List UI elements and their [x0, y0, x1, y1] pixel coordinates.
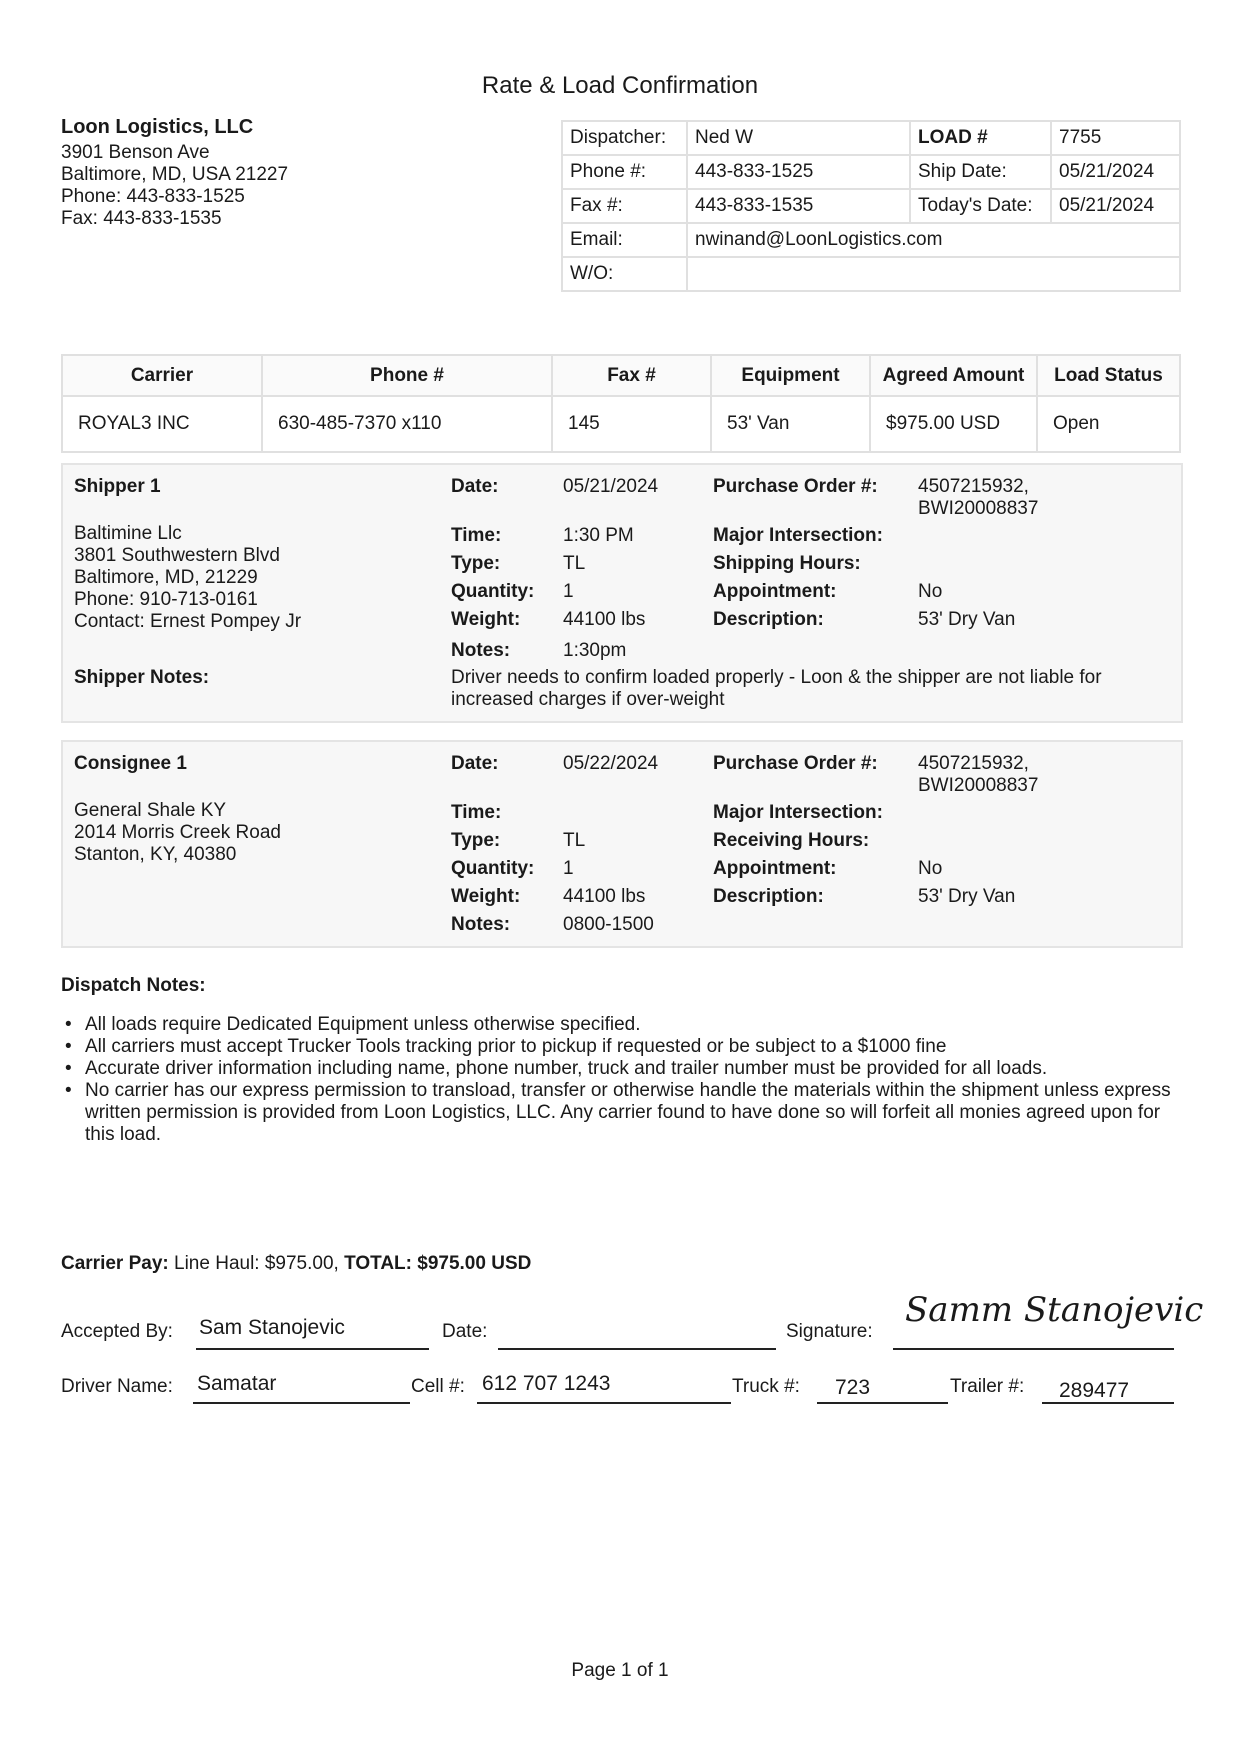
cell-value: 612 707 1243	[482, 1372, 611, 1395]
signature-label: Signature:	[786, 1321, 873, 1342]
shipper-notes-label: Shipper Notes:	[74, 667, 210, 688]
shipper-quantity-label: Quantity:	[451, 581, 535, 602]
consignee-line: Stanton, KY, 40380	[74, 844, 237, 865]
consignee-heading: Consignee 1	[74, 753, 187, 774]
load-status-cell: Open	[1037, 396, 1180, 452]
carrier-table	[61, 354, 1181, 453]
dispatcher-value: Ned W	[687, 121, 910, 155]
company-address-line2: Baltimore, MD, USA 21227	[61, 164, 289, 185]
carrier-phone-cell: 630-485-7370 x110	[262, 396, 552, 452]
shipper-quantity-value: 1	[563, 581, 574, 602]
cell-label: Cell #:	[411, 1376, 465, 1397]
driver-name-line[interactable]	[193, 1402, 410, 1404]
consignee-quantity-label: Quantity:	[451, 858, 535, 879]
shipper-line: Phone: 910-713-0161	[74, 589, 258, 610]
consignee-description-label: Description:	[713, 886, 824, 907]
dispatch-phone-value: 443-833-1525	[687, 155, 910, 189]
agreed-amount-cell: $975.00 USD	[870, 396, 1037, 452]
load-number-value: 7755	[1051, 121, 1180, 155]
consignee-type-value: TL	[563, 830, 586, 851]
ship-date-label: Ship Date:	[910, 155, 1051, 189]
shipper-major-intersection-label: Major Intersection:	[713, 525, 883, 546]
consignee-notes-value: 0800-1500	[563, 914, 654, 935]
consignee-po-label: Purchase Order #:	[713, 753, 878, 774]
carrier-phone-header: Phone #	[262, 355, 552, 396]
truck-line[interactable]	[817, 1402, 948, 1404]
carrier-pay-line	[61, 1253, 531, 1275]
list-item: • No carrier has our express permission to transload, transfer or otherwise handle the materials within the shipment unless express written permission is provided from Loon Logistics, LLC. Any carrier found to have done so will forfeit all monies agreed upon for this load.	[61, 1080, 1171, 1146]
accepted-by-label: Accepted By:	[61, 1321, 173, 1342]
consignee-weight-value: 44100 lbs	[563, 886, 646, 907]
consignee-po-value-2: BWI20008837	[918, 775, 1039, 796]
shipper-po-value-1: 4507215932,	[918, 476, 1029, 497]
consignee-time-label: Time:	[451, 802, 502, 823]
dispatch-email-value[interactable]: nwinand@LoonLogistics.com	[687, 223, 1180, 257]
shipper-line: 3801 Southwestern Blvd	[74, 545, 280, 566]
consignee-section	[61, 740, 1183, 948]
dispatch-fax-value: 443-833-1535	[687, 189, 910, 223]
signature-line[interactable]	[893, 1348, 1174, 1350]
table-row	[62, 396, 1180, 452]
shipper-date-label: Date:	[451, 476, 499, 497]
carrier-name-cell: ROYAL3 INC	[62, 396, 262, 452]
consignee-notes-label: Notes:	[451, 914, 511, 935]
shipper-notes-field-label: Notes:	[451, 640, 511, 661]
list-item: • Accurate driver information including name, phone number, truck and trailer number must be provided for all loads.	[61, 1058, 1171, 1080]
total-value: TOTAL: $975.00 USD	[344, 1253, 532, 1274]
dispatch-info-table	[561, 120, 1181, 292]
shipper-line: Baltimine Llc	[74, 523, 182, 544]
truck-label: Truck #:	[732, 1376, 800, 1397]
dispatcher-label: Dispatcher:	[562, 121, 687, 155]
shipping-hours-label: Shipping Hours:	[713, 553, 861, 574]
driver-name-label: Driver Name:	[61, 1376, 173, 1397]
equipment-cell: 53' Van	[711, 396, 870, 452]
carrier-fax-cell: 145	[552, 396, 711, 452]
dispatch-phone-label: Phone #:	[562, 155, 687, 189]
shipper-time-value: 1:30 PM	[563, 525, 634, 546]
shipper-appointment-label: Appointment:	[713, 581, 837, 602]
shipper-notes-line1: Driver needs to confirm loaded properly - Loon & the shipper are not liable for	[451, 667, 1102, 688]
page-number: Page 1 of 1	[571, 1660, 669, 1681]
shipper-heading: Shipper 1	[74, 476, 161, 497]
company-fax: Fax: 443-833-1535	[61, 208, 222, 229]
line-haul-value: Line Haul: $975.00,	[174, 1253, 339, 1274]
consignee-date-label: Date:	[451, 753, 499, 774]
shipper-line: Baltimore, MD, 21229	[74, 567, 258, 588]
consignee-date-value: 05/22/2024	[563, 753, 659, 774]
carrier-header: Carrier	[62, 355, 262, 396]
trailer-value: 289477	[1059, 1379, 1130, 1402]
consignee-type-label: Type:	[451, 830, 501, 851]
document-title: Rate & Load Confirmation	[481, 72, 759, 99]
load-number-label: LOAD #	[910, 121, 1051, 155]
dispatch-fax-label: Fax #:	[562, 189, 687, 223]
carrier-pay-label: Carrier Pay:	[61, 1253, 169, 1274]
shipper-time-label: Time:	[451, 525, 502, 546]
todays-date-label: Today's Date:	[910, 189, 1051, 223]
shipper-address	[74, 523, 301, 633]
shipper-section	[61, 463, 1183, 723]
consignee-appointment-value: No	[918, 858, 943, 879]
signature-value: Samm Stanojevic	[905, 1290, 1204, 1330]
work-order-value	[687, 257, 1180, 291]
shipper-line: Contact: Ernest Pompey Jr	[74, 611, 302, 632]
cell-line[interactable]	[477, 1402, 731, 1404]
receiving-hours-label: Receiving Hours:	[713, 830, 870, 851]
dispatch-notes-title: Dispatch Notes:	[61, 975, 206, 996]
consignee-quantity-value: 1	[563, 858, 574, 879]
consignee-weight-label: Weight:	[451, 886, 521, 907]
dispatch-email-label: Email:	[562, 223, 687, 257]
agreed-amount-header: Agreed Amount	[870, 355, 1037, 396]
shipper-po-label: Purchase Order #:	[713, 476, 878, 497]
company-phone: Phone: 443-833-1525	[61, 186, 245, 207]
consignee-address	[74, 800, 281, 866]
consignee-appointment-label: Appointment:	[713, 858, 837, 879]
truck-value: 723	[835, 1376, 871, 1399]
consignee-po-value-1: 4507215932,	[918, 753, 1029, 774]
shipper-weight-label: Weight:	[451, 609, 521, 630]
consignee-line: General Shale KY	[74, 800, 227, 821]
list-item: • All loads require Dedicated Equipment unless otherwise specified.	[61, 1014, 1171, 1036]
shipper-description-label: Description:	[713, 609, 824, 630]
list-item: • All carriers must accept Trucker Tools tracking prior to pickup if requested or be subject to a $1000 fine	[61, 1036, 1171, 1058]
shipper-po-value-2: BWI20008837	[918, 498, 1039, 519]
consignee-major-intersection-label: Major Intersection:	[713, 802, 883, 823]
load-status-header: Load Status	[1037, 355, 1180, 396]
accepted-by-line[interactable]	[196, 1348, 429, 1350]
consignee-description-value: 53' Dry Van	[918, 886, 1016, 907]
shipper-date-value: 05/21/2024	[563, 476, 659, 497]
driver-name-value: Samatar	[197, 1372, 277, 1395]
accept-date-line[interactable]	[498, 1348, 776, 1350]
accept-date-label: Date:	[442, 1321, 488, 1342]
company-name: Loon Logistics, LLC	[61, 116, 254, 138]
ship-date-value: 05/21/2024	[1051, 155, 1180, 189]
shipper-notes-field-value: 1:30pm	[563, 640, 627, 661]
dispatch-notes-list	[61, 1014, 1171, 1146]
shipper-description-value: 53' Dry Van	[918, 609, 1016, 630]
company-address-line1: 3901 Benson Ave	[61, 142, 210, 163]
company-block	[61, 116, 288, 230]
trailer-label: Trailer #:	[950, 1376, 1025, 1397]
shipper-appointment-value: No	[918, 581, 943, 602]
shipper-weight-value: 44100 lbs	[563, 609, 646, 630]
accepted-by-value: Sam Stanojevic	[199, 1316, 345, 1339]
shipper-type-value: TL	[563, 553, 586, 574]
shipper-notes-line2: increased charges if over-weight	[451, 689, 725, 710]
equipment-header: Equipment	[711, 355, 870, 396]
todays-date-value: 05/21/2024	[1051, 189, 1180, 223]
shipper-type-label: Type:	[451, 553, 501, 574]
work-order-label: W/O:	[562, 257, 687, 291]
consignee-line: 2014 Morris Creek Road	[74, 822, 281, 843]
carrier-fax-header: Fax #	[552, 355, 711, 396]
